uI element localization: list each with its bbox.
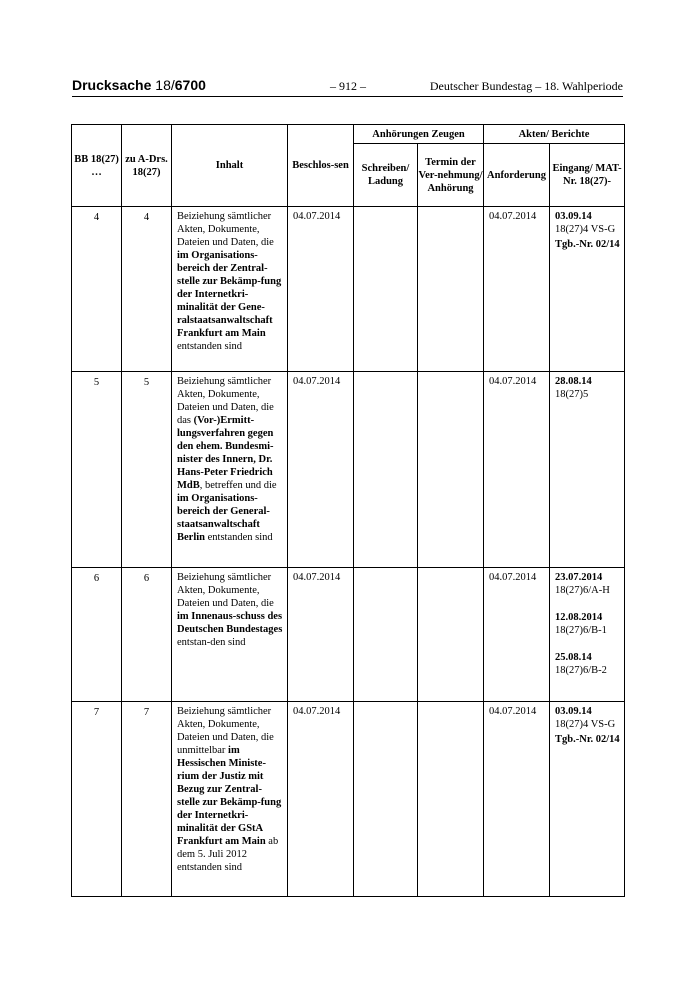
inhalt-text: entstan-den sind	[177, 637, 246, 648]
inhalt-bold-text: im Hessischen Ministe-rium der Justiz mit Bezug zur Zentral-stelle zur Bekämp-fung der Internetkri-minalität der GStA Frankfurt am Main	[177, 745, 282, 847]
cell-zu: 5	[122, 372, 172, 568]
cell-inhalt	[172, 702, 288, 897]
inhalt-text: Beiziehung sämtlicher Akten, Dokumente, Dateien und Daten, die	[177, 211, 274, 248]
inhalt-text: entstanden sind	[205, 532, 273, 543]
eingang-entry	[555, 571, 624, 597]
cell-beschlossen: 04.07.2014	[288, 702, 354, 897]
mat-number: 18(27)4 VS-G	[555, 224, 616, 235]
document-number	[72, 76, 206, 94]
cell-inhalt	[172, 207, 288, 372]
eingang-date: 25.08.14	[555, 652, 592, 663]
inhalt-text: entstanden sind	[177, 341, 243, 352]
cell-beschlossen: 04.07.2014	[288, 207, 354, 372]
evidence-table	[71, 124, 625, 897]
table-body	[72, 207, 625, 897]
eingang-date: 03.09.14	[555, 211, 592, 222]
inhalt-text: Beiziehung sämtlicher Akten, Dokumente, Dateien und Daten, die das	[177, 376, 274, 426]
inhalt-text: Beiziehung sämtlicher Akten, Dokumente, Dateien und Daten, die	[177, 572, 274, 609]
cell-schreiben	[354, 568, 418, 702]
col-header-akten: Akten/ Berichte	[484, 125, 625, 144]
col-header-zu: zu A-Drs. 18(27)	[122, 125, 172, 207]
mat-number: 18(27)6/A-H	[555, 585, 610, 596]
cell-termin	[418, 207, 484, 372]
cell-anforderung: 04.07.2014	[484, 702, 550, 897]
eingang-date: 23.07.2014	[555, 572, 603, 583]
publisher: Deutscher Bundestag – 18. Wahlperiode	[429, 79, 623, 93]
inhalt-bold-text: im Innenaus-schuss des Deutschen Bundestages	[177, 611, 283, 635]
tagebuch-number: Tgb.-Nr. 02/14	[555, 734, 620, 745]
cell-zu: 7	[122, 702, 172, 897]
col-header-inhalt: Inhalt	[172, 125, 288, 207]
tagebuch-number: Tgb.-Nr. 02/14	[555, 239, 620, 250]
cell-beschlossen: 04.07.2014	[288, 372, 354, 568]
cell-termin	[418, 372, 484, 568]
col-header-eingang: Eingang/ MAT-Nr. 18(27)-	[550, 144, 625, 207]
cell-eingang	[550, 372, 625, 568]
eingang-date: 28.08.14	[555, 376, 592, 387]
page-header	[72, 76, 623, 97]
col-header-schreiben: Schreiben/ Ladung	[354, 144, 418, 207]
cell-zu: 6	[122, 568, 172, 702]
header-row-top	[72, 125, 625, 144]
page-number: – 912 –	[330, 79, 366, 93]
table-row	[72, 372, 625, 568]
cell-anforderung: 04.07.2014	[484, 568, 550, 702]
inhalt-bold-text: im Organisations-bereich der General-staatsanwaltschaft Berlin	[177, 493, 270, 543]
doc-label: Drucksache	[72, 77, 152, 93]
eingang-entry	[555, 705, 624, 746]
table-row	[72, 702, 625, 897]
col-header-termin: Termin der Ver-nehmung/ Anhörung	[418, 144, 484, 207]
cell-schreiben	[354, 702, 418, 897]
doc-number-prefix: 18/	[155, 77, 175, 93]
cell-schreiben	[354, 372, 418, 568]
inhalt-text: Beiziehung sämtlicher Akten, Dokumente, Dateien und Daten, die unmittelbar	[177, 706, 274, 756]
doc-number-main: 6700	[174, 77, 206, 93]
cell-bb: 6	[72, 568, 122, 702]
cell-eingang	[550, 702, 625, 897]
col-header-beschlossen: Beschlos-sen	[288, 125, 354, 207]
cell-beschlossen: 04.07.2014	[288, 568, 354, 702]
cell-eingang	[550, 568, 625, 702]
eingang-date: 03.09.14	[555, 706, 592, 717]
mat-number: 18(27)6/B-1	[555, 625, 607, 636]
table-row	[72, 568, 625, 702]
cell-termin	[418, 568, 484, 702]
inhalt-bold-text: (Vor-)Ermitt-lungsverfahren gegen den ehem. Bundesmi-nister des Innern, Dr. Hans-Peter Friedrich MdB	[177, 415, 274, 491]
inhalt-text: , betreffen und die	[199, 480, 277, 491]
cell-eingang	[550, 207, 625, 372]
cell-termin	[418, 702, 484, 897]
cell-anforderung: 04.07.2014	[484, 372, 550, 568]
col-header-bb: BB 18(27) …	[72, 125, 122, 207]
inhalt-bold-text: im Organisations-bereich der Zentral-stelle zur Bekämp-fung der Internetkri-minalität der Gene-ralstaatsanwaltschaft Frankfurt am Main	[177, 250, 282, 339]
eingang-entry	[555, 651, 624, 677]
eingang-date: 12.08.2014	[555, 612, 603, 623]
cell-inhalt	[172, 372, 288, 568]
inhalt-text: ab dem 5. Juli 2012 entstanden sind	[177, 836, 279, 873]
col-header-anforderung: Anforderung	[484, 144, 550, 207]
cell-zu: 4	[122, 207, 172, 372]
eingang-entry	[555, 210, 624, 251]
mat-number: 18(27)5	[555, 389, 589, 400]
cell-schreiben	[354, 207, 418, 372]
mat-number: 18(27)6/B-2	[555, 665, 607, 676]
cell-bb: 7	[72, 702, 122, 897]
col-header-anhoerungen: Anhörungen Zeugen	[354, 125, 484, 144]
cell-anforderung: 04.07.2014	[484, 207, 550, 372]
eingang-entry	[555, 375, 624, 401]
mat-number: 18(27)4 VS-G	[555, 719, 616, 730]
table-row	[72, 207, 625, 372]
cell-bb: 5	[72, 372, 122, 568]
cell-inhalt	[172, 568, 288, 702]
eingang-entry	[555, 611, 624, 637]
cell-bb: 4	[72, 207, 122, 372]
